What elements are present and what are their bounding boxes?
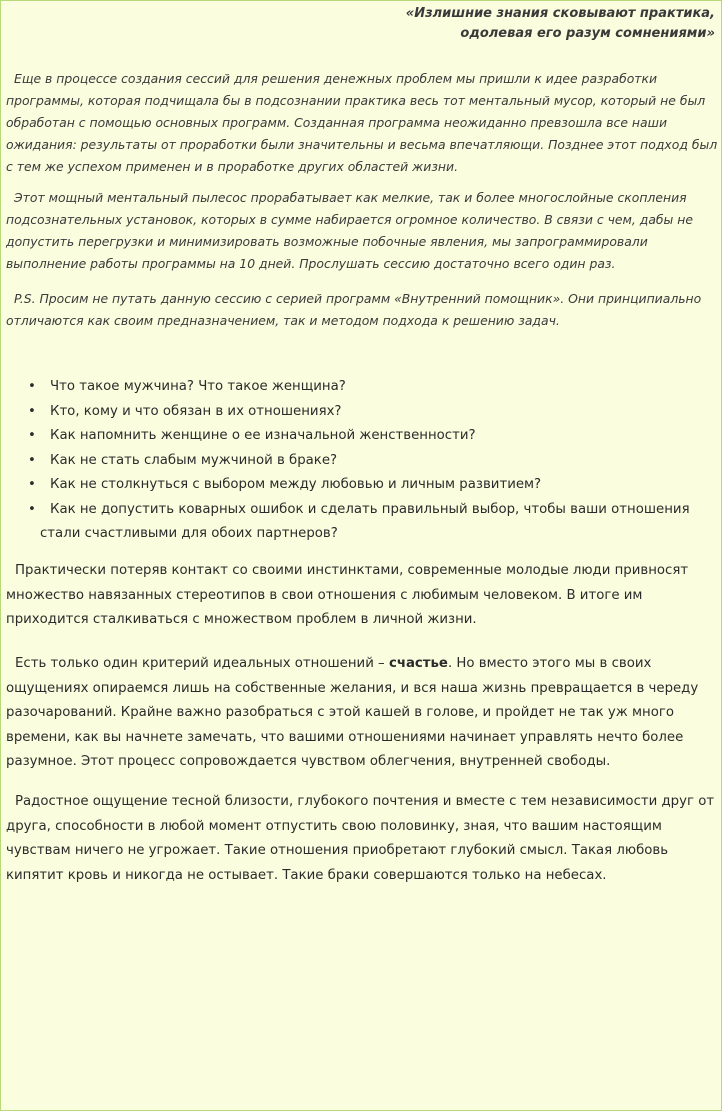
happiness-keyword: счастье bbox=[388, 656, 448, 671]
bullet-icon: • bbox=[28, 428, 36, 443]
list-item-text-line-2: стали счастливыми для обоих партнеров? bbox=[40, 526, 338, 541]
list-item-text-line-1: Как не допустить коварных ошибок и сделать правильный выбор, чтобы ваши отношения bbox=[50, 501, 690, 517]
list-item-text: Как не стать слабым мужчиной в браке? bbox=[50, 452, 338, 468]
list-item-text: Кто, кому и что обязан в их отношениях? bbox=[50, 403, 342, 419]
postscript-paragraph: P.S. Просим не путать данную сессию с серией программ «Внутренний помощник». Они принципиально отличаются как своим предназначением, так и методом подхода к решению задач. bbox=[6, 291, 702, 328]
epigraph-quote bbox=[115, 4, 715, 44]
list-item bbox=[1, 375, 721, 400]
epigraph-line-2: одолевая его разум сомнениями» bbox=[460, 26, 715, 41]
list-item bbox=[1, 498, 721, 547]
list-item-text: Что такое мужчина? Что такое женщина? bbox=[50, 379, 346, 394]
body-paragraph-1: Практически потеряв контакт со своими инстинктами, современные молодые люди привносят множество навязанных стереотипов в свои отношения с любимым человеком. В итоге им приходится сталкиваться с множеством проблем в личной жизни. bbox=[6, 563, 689, 627]
body-paragraph-1-block bbox=[6, 559, 718, 633]
list-item bbox=[1, 449, 721, 474]
bullet-icon: • bbox=[28, 379, 36, 394]
list-item bbox=[1, 473, 721, 498]
bullet-icon: • bbox=[28, 452, 36, 468]
epigraph-line-1: «Излишние знания сковывают практика, bbox=[405, 6, 715, 21]
bullet-icon: • bbox=[28, 501, 36, 517]
intro-paragraph-2: Этот мощный ментальный пылесос прорабатывает как мелкие, так и более многослойные скопления подсознательных установок, которых в сумме набирается огромное количество. В связи с чем, дабы не допустить перегрузки и минимизировать возможные побочные явления, мы запрограммировали выполнение работы программы на 10 дней. Прослушать сессию достаточно всего один раз. bbox=[6, 190, 693, 271]
body-paragraph-2 bbox=[6, 652, 718, 775]
list-item-text: Как не столкнуться с выбором между любовью и личным развитием? bbox=[50, 477, 542, 492]
intro-paragraph-3-block bbox=[6, 288, 718, 332]
list-item bbox=[1, 400, 721, 425]
body-paragraph-2-end: . Но вместо этого мы в своих ощущениях опираемся лишь на собственные желания, и вся наша жизнь превращается в череду разочарований. Крайне важно разобраться с этой кашей в голове, и пройдет не так уж много времени, как вы начнете замечать, что вашими отношениями начинает управлять нечто более разумное. Этот процесс сопровождается чувством облегчения, внутренней свободы. bbox=[6, 656, 699, 769]
body-paragraph-3: Радостное ощущение тесной близости, глубокого почтения и вместе с тем независимости друг от друга, способности в любой момент отпустить свою половинку, зная, что вашим настоящим чувствам ничего не угрожает. Такие отношения приобретают глубокий смысл. Такая любовь кипятит кровь и никогда не остывает. Такие браки совершаются только на небесах. bbox=[6, 794, 715, 883]
body-paragraph-2-block bbox=[6, 652, 718, 775]
list-item-text: Как напомнить женщине о ее изначальной женственности? bbox=[50, 428, 476, 443]
questions-list bbox=[1, 375, 721, 547]
body-paragraph-3-block bbox=[6, 790, 718, 888]
list-item bbox=[1, 424, 721, 449]
body-paragraph-2-start: Есть только один критерий идеальных отношений – bbox=[15, 656, 389, 671]
intro-paragraph-1-block bbox=[6, 68, 718, 178]
intro-paragraph-1: Еще в процессе создания сессий для решения денежных проблем мы пришли к идее разработки программы, которая подчищала бы в подсознании практика весь тот ментальный мусор, который не был обработан с помощью основных программ. Созданная программа неожиданно превзошла все наши ожидания: результаты от проработки были значительны и весьма впечатляющи. Позднее этот подход был с тем же успехом применен и в проработке других областей жизни. bbox=[6, 71, 718, 174]
bullet-icon: • bbox=[28, 403, 36, 419]
intro-paragraph-2-block bbox=[6, 187, 718, 275]
bullet-icon: • bbox=[28, 477, 36, 492]
